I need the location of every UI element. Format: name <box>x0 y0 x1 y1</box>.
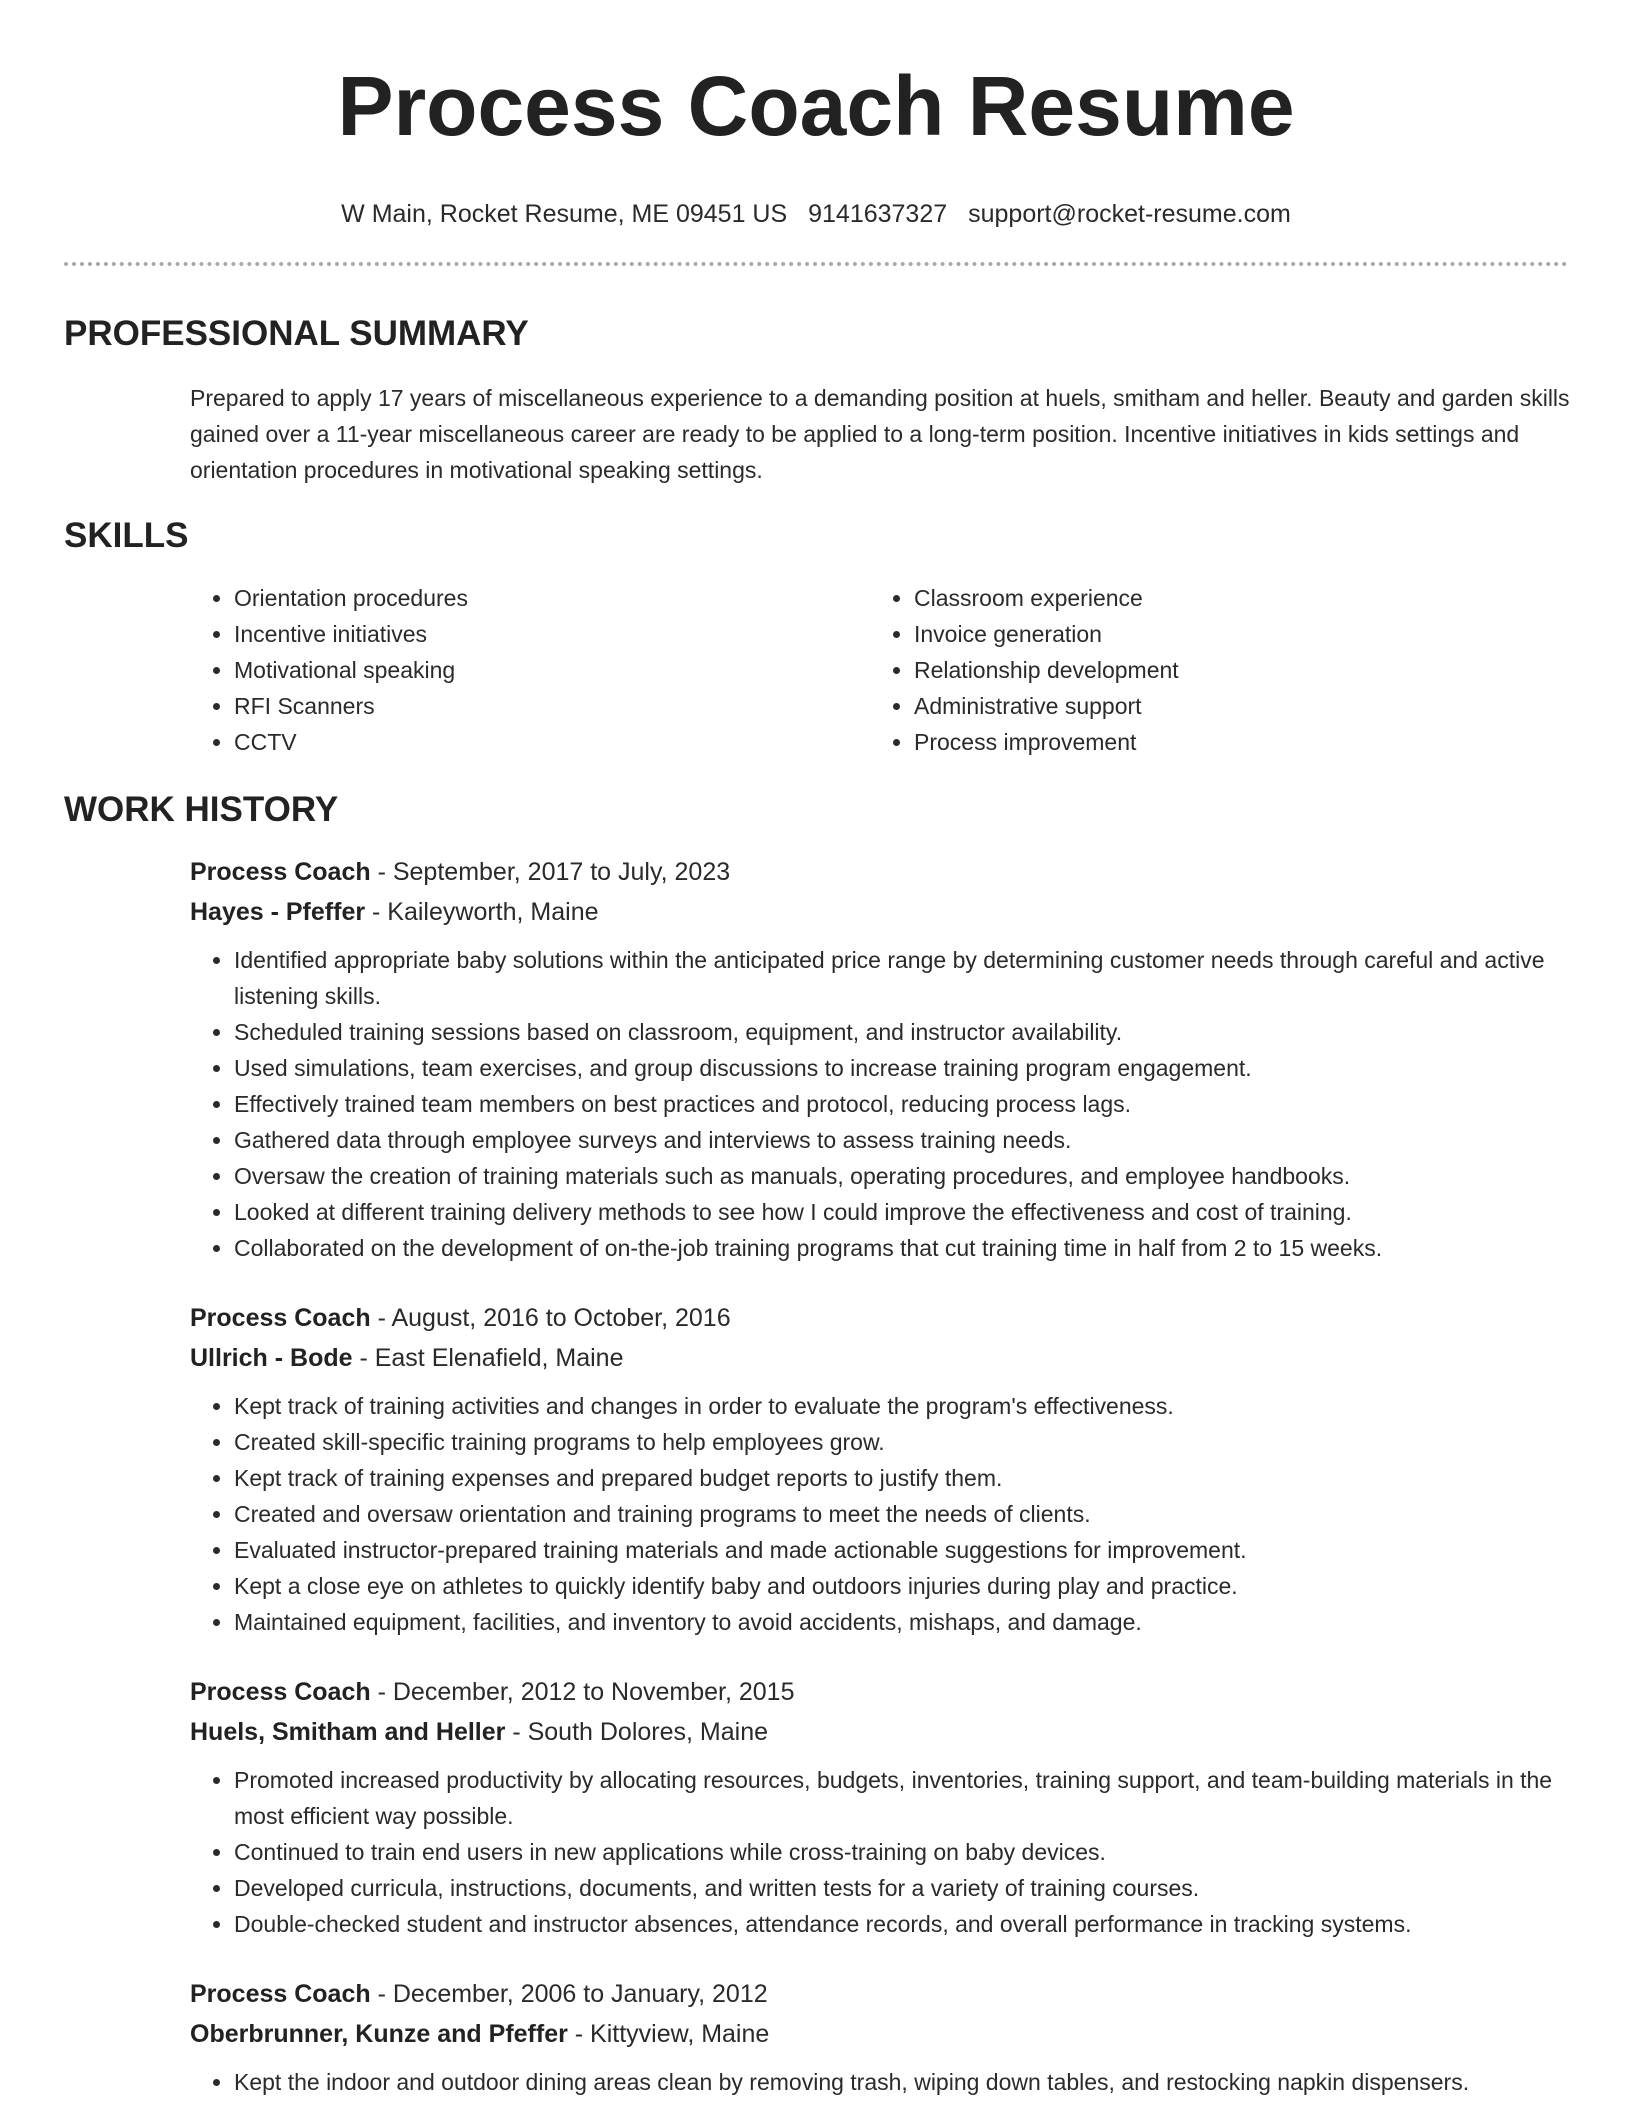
contact-phone: 9141637327 <box>808 200 948 228</box>
skill-item: • Classroom experience <box>914 580 1550 616</box>
job-bullet: • Effectively trained team members on best practices and protocol, reducing process lags. <box>234 1086 1568 1122</box>
job-company-line <box>190 1712 1568 1752</box>
resume-title: Process Coach Resume <box>337 59 1295 153</box>
job-bullet: • Collaborated on the development of on-the-job training programs that cut training time in half from 2 to 15 weeks. <box>234 1230 1568 1266</box>
job-entry <box>190 1672 1568 1942</box>
job-dates: - September, 2017 to July, 2023 <box>370 858 731 886</box>
contact-address: W Main, Rocket Resume, ME 09451 US <box>341 200 788 228</box>
job-bullet: • Promoted increased productivity by allocating resources, budgets, inventories, training support, and team-building materials in the most efficient way possible. <box>234 1762 1568 1834</box>
job-bullets <box>190 942 1568 1266</box>
job-title: Process Coach <box>190 1980 371 2008</box>
job-bullet: • Oversaw the creation of training materials such as manuals, operating procedures, and employee handbooks. <box>234 1158 1568 1194</box>
job-bullet: • Kept track of training expenses and prepared budget reports to justify them. <box>234 1460 1568 1496</box>
job-company-line <box>190 1338 1568 1378</box>
job-bullet: • Used simulations, team exercises, and group discussions to increase training program engagement. <box>234 1050 1568 1086</box>
job-entry <box>190 1974 1568 2100</box>
skills-column-right <box>870 580 1550 760</box>
job-bullet: • Kept a close eye on athletes to quickly identify baby and outdoors injuries during play and practice. <box>234 1568 1568 1604</box>
job-company-line <box>190 892 1568 932</box>
job-title-line <box>190 1672 1568 1712</box>
skill-item: • Incentive initiatives <box>234 616 870 652</box>
skill-item: • Motivational speaking <box>234 652 870 688</box>
job-bullet: • Developed curricula, instructions, documents, and written tests for a variety of training courses. <box>234 1870 1568 1906</box>
contact-info <box>64 198 1568 230</box>
job-bullets <box>190 1762 1568 1942</box>
job-bullet: • Kept track of training activities and changes in order to evaluate the program's effectiveness. <box>234 1388 1568 1424</box>
contact-email: support@rocket-resume.com <box>968 200 1291 228</box>
job-dates: - December, 2012 to November, 2015 <box>370 1678 795 1706</box>
section-heading-work-history: WORK HISTORY <box>64 790 339 829</box>
section-heading-summary: PROFESSIONAL SUMMARY <box>64 314 529 353</box>
job-location: - East Elenafield, Maine <box>352 1344 624 1372</box>
job-bullet: • Identified appropriate baby solutions within the anticipated price range by determining customer needs through careful and active listening skills. <box>234 942 1568 1014</box>
job-bullet: • Kept the indoor and outdoor dining areas clean by removing trash, wiping down tables, and restocking napkin dispensers. <box>234 2064 1568 2100</box>
job-title-line <box>190 852 1568 892</box>
job-entry <box>190 852 1568 1266</box>
section-heading-skills: SKILLS <box>64 516 189 555</box>
job-title-line <box>190 1298 1568 1338</box>
job-company: Ullrich - Bode <box>190 1344 353 1372</box>
job-bullet: • Gathered data through employee surveys and interviews to assess training needs. <box>234 1122 1568 1158</box>
job-title: Process Coach <box>190 858 371 886</box>
job-title: Process Coach <box>190 1678 371 1706</box>
job-title-line <box>190 1974 1568 2014</box>
job-location: - Kaileyworth, Maine <box>365 898 599 926</box>
job-bullets <box>190 1388 1568 1640</box>
skills-column-left <box>190 580 870 760</box>
job-bullet: • Double-checked student and instructor absences, attendance records, and overall performance in tracking systems. <box>234 1906 1568 1942</box>
job-bullet: • Created skill-specific training programs to help employees grow. <box>234 1424 1568 1460</box>
header-divider <box>64 262 1568 266</box>
job-title: Process Coach <box>190 1304 371 1332</box>
job-location: - South Dolores, Maine <box>505 1718 768 1746</box>
skills-list <box>190 580 1568 760</box>
job-dates: - December, 2006 to January, 2012 <box>370 1980 768 2008</box>
job-company-line <box>190 2014 1568 2054</box>
skill-item: • Orientation procedures <box>234 580 870 616</box>
summary-text: Prepared to apply 17 years of miscellaneous experience to a demanding position at huels, smitham and heller. Beauty and garden skills gained over a 11-year miscellaneous career are ready to be applied to a long-term position. Incentive initiatives in kids settings and orientation procedures in motivational speaking settings. <box>190 385 1570 483</box>
skill-item: • Process improvement <box>914 724 1550 760</box>
skill-item: • RFI Scanners <box>234 688 870 724</box>
skill-item: • Administrative support <box>914 688 1550 724</box>
job-bullet: • Created and oversaw orientation and training programs to meet the needs of clients. <box>234 1496 1568 1532</box>
skill-item: • Relationship development <box>914 652 1550 688</box>
job-bullet: • Scheduled training sessions based on classroom, equipment, and instructor availability. <box>234 1014 1568 1050</box>
job-company: Hayes - Pfeffer <box>190 898 366 926</box>
job-entry <box>190 1298 1568 1640</box>
job-bullets <box>190 2064 1568 2100</box>
job-company: Huels, Smitham and Heller <box>190 1718 506 1746</box>
job-bullet: • Maintained equipment, facilities, and inventory to avoid accidents, mishaps, and damage. <box>234 1604 1568 1640</box>
job-dates: - August, 2016 to October, 2016 <box>370 1304 731 1332</box>
job-bullet: • Evaluated instructor-prepared training materials and made actionable suggestions for improvement. <box>234 1532 1568 1568</box>
skill-item: • Invoice generation <box>914 616 1550 652</box>
job-company: Oberbrunner, Kunze and Pfeffer <box>190 2020 568 2048</box>
job-bullet: • Continued to train end users in new applications while cross-training on baby devices. <box>234 1834 1568 1870</box>
skill-item: • CCTV <box>234 724 870 760</box>
job-bullet: • Looked at different training delivery methods to see how I could improve the effectiveness and cost of training. <box>234 1194 1568 1230</box>
job-location: - Kittyview, Maine <box>567 2020 770 2048</box>
